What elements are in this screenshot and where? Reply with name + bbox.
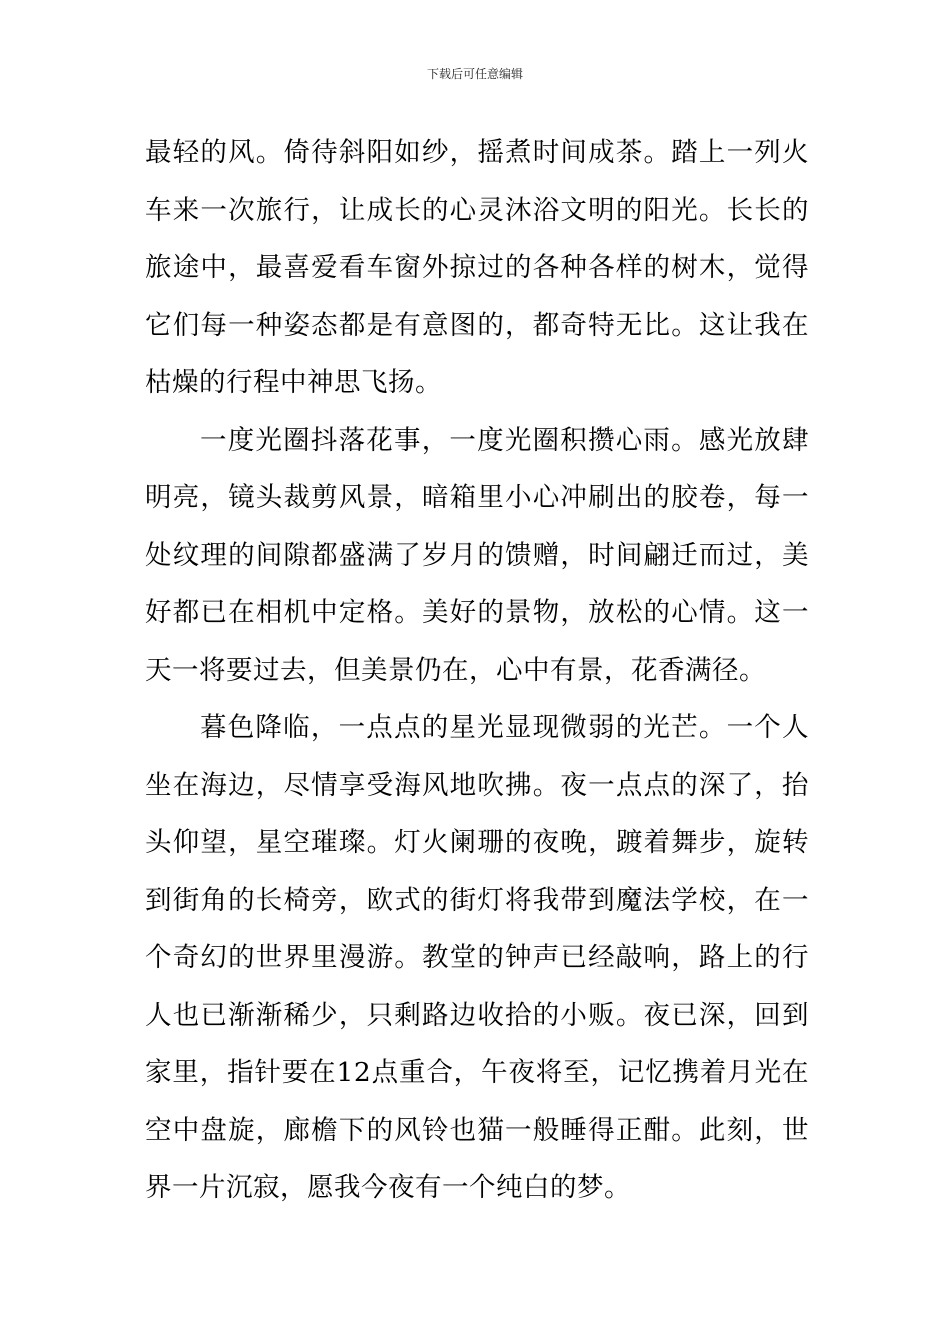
- paragraph-night: 暮色降临，一点点的星光显现微弱的光芒。一个人坐在海边，尽情享受海风地吹拂。夜一点点的深了，抬头仰望，星空璀璨。灯火阑珊的夜晚，踱着舞步，旋转到街角的长椅旁，欧式的街灯将我带到魔法学校，在一个奇幻的世界里漫游。教堂的钟声已经敲响，路上的行人也已渐渐稀少，只剩路边收拾的小贩。夜已深，回到家里，指针要在12点重合，午夜将至，记忆携着月光在空中盘旋，廊檐下的风铃也猫一般睡得正酣。此刻，世界一片沉寂，愿我今夜有一个纯白的梦。: [145, 712, 809, 1203]
- page-header: 下载后可任意编辑: [426, 67, 523, 81]
- document-body: [145, 124, 809, 1217]
- paragraph-continued: 最轻的风。倚待斜阳如纱，摇煮时间成茶。踏上一列火车来一次旅行，让成长的心灵沐浴文明的阳光。长长的旅途中，最喜爱看车窗外掠过的各种各样的树木，觉得它们每一种姿态都是有意图的，都奇特无比。这让我在枯燥的行程中神思飞扬。: [145, 137, 809, 398]
- paragraph-camera: 一度光圈抖落花事，一度光圈积攒心雨。感光放肆明亮，镜头裁剪风景，暗箱里小心冲刷出的胶卷，每一处纹理的间隙都盛满了岁月的馈赠，时间翩迁而过，美好都已在相机中定格。美好的景物，放松的心情。这一天一将要过去，但美景仍在，心中有景，花香满径。: [145, 424, 809, 686]
